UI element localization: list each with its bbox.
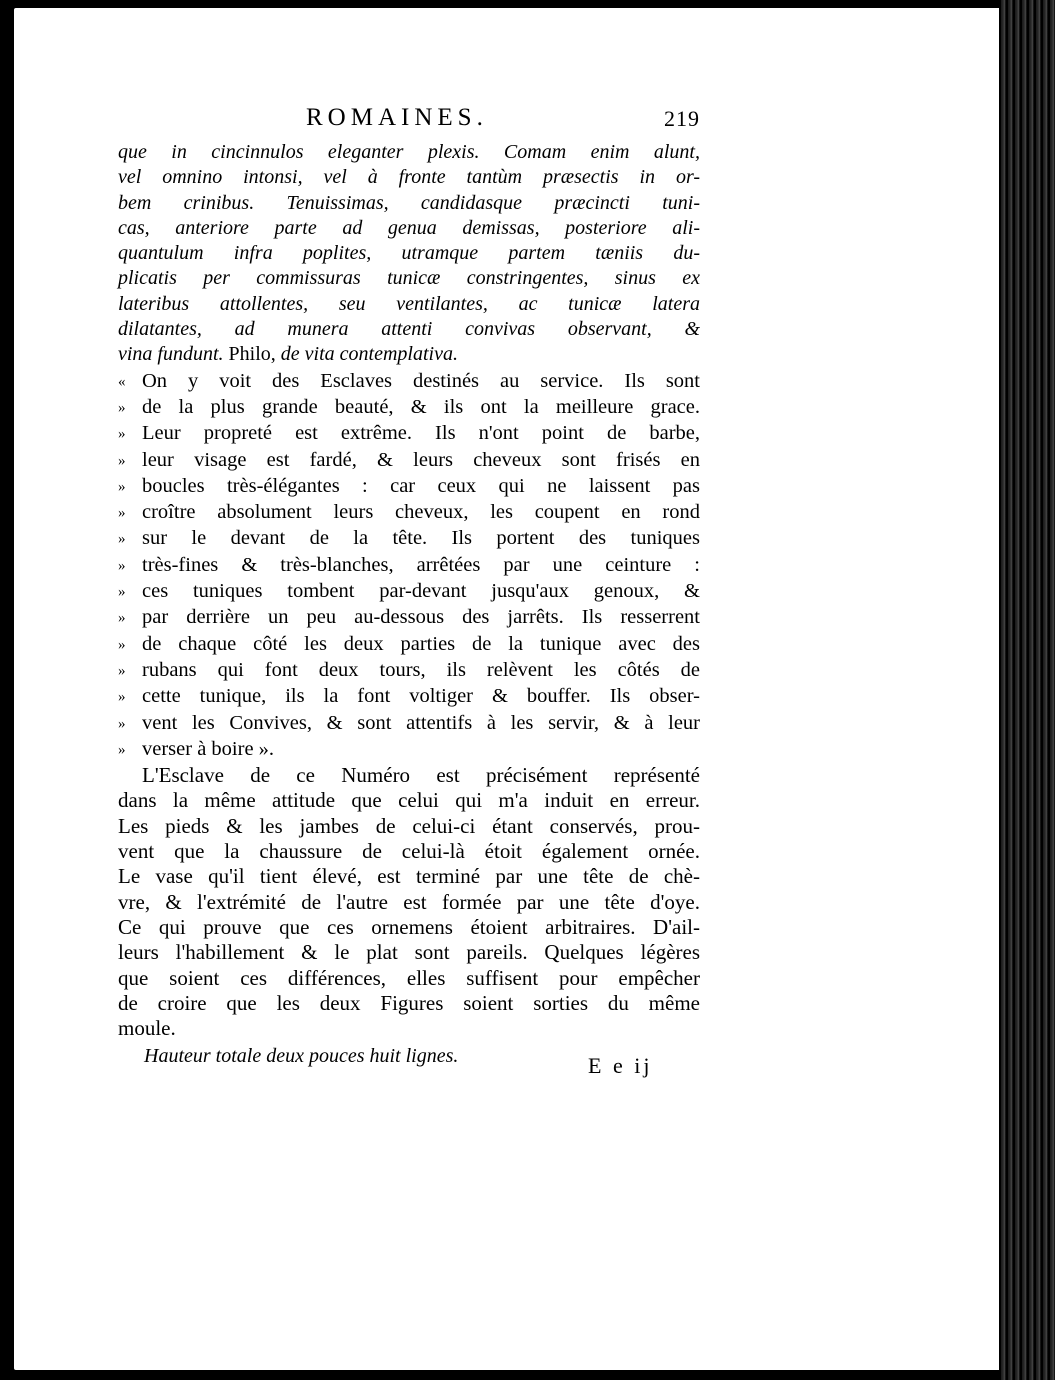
continuation-guillemet: » xyxy=(118,478,126,495)
quote-line-text: vent les Convives, & sont attentifs à les servir, & à leur xyxy=(142,711,700,734)
commentary-line: vent que la chaussure de celui-là étoit également ornée. xyxy=(118,839,700,864)
citation-author: Philo, xyxy=(228,343,276,366)
latin-line: plicatis per commissuras tunicæ constringentes, sinus ex xyxy=(118,267,700,290)
continuation-guillemet: » xyxy=(118,531,126,548)
continuation-guillemet: » xyxy=(118,505,126,522)
page-number: 219 xyxy=(664,106,700,131)
quote-line-text: par derrière un peu au-dessous des jarrêts. Ils resserrent xyxy=(142,606,700,629)
page-edge-shadow xyxy=(999,0,1055,1380)
commentary-line: Les pieds & les jambes de celui-ci étant conservés, prou- xyxy=(118,813,700,838)
signature-mark: E e ij xyxy=(588,1053,653,1078)
quote-line xyxy=(118,553,700,579)
quote-line-text: ces tuniques tombent par-devant jusqu'aux genoux, & xyxy=(142,580,700,603)
citation-work: de vita contemplativa. xyxy=(280,343,458,366)
continuation-guillemet: » xyxy=(118,689,126,706)
continuation-guillemet: » xyxy=(118,452,126,469)
quote-line xyxy=(118,448,700,474)
running-title: ROMAINES. xyxy=(306,104,488,131)
quote-line xyxy=(118,632,700,658)
quote-line xyxy=(118,737,700,763)
running-head xyxy=(118,104,700,138)
latin-line: bem crinibus. Tenuissimas, candidasque præcincti tuni- xyxy=(118,191,700,214)
quote-line-text: de chaque côté les deux parties de la tunique avec des xyxy=(142,632,700,655)
quote-line-text: leur visage est fardé, & leurs cheveux sont frisés en xyxy=(142,448,700,471)
opening-guillemet: « xyxy=(118,373,126,390)
latin-line: que in cincinnulos eleganter plexis. Comam enim alunt, xyxy=(118,141,700,163)
continuation-guillemet: » xyxy=(118,741,126,758)
quote-line-text: boucles très-élégantes : car ceux qui ne laissent pas xyxy=(142,474,700,497)
continuation-guillemet: » xyxy=(118,584,126,601)
commentary-line: dans la même attitude que celui qui m'a induit en erreur. xyxy=(118,788,700,813)
quote-line-text: croître absolument leurs cheveux, les coupent en rond xyxy=(142,501,700,524)
quote-line xyxy=(118,658,700,684)
commentary-line: moule. xyxy=(118,1016,176,1041)
dimension-note: Hauteur totale deux pouces huit lignes. xyxy=(144,1045,459,1068)
commentary-paragraph xyxy=(118,763,700,1041)
continuation-guillemet: » xyxy=(118,610,126,627)
continuation-guillemet: » xyxy=(118,715,126,732)
quote-line-text: très-fines & très-blanches, arrêtées par une ceinture : xyxy=(142,553,700,576)
quote-line xyxy=(118,421,700,447)
commentary-line: Le vase qu'il tient élevé, est terminé par une tête de chè- xyxy=(118,864,700,889)
french-translation xyxy=(118,369,700,763)
latin-passage xyxy=(118,140,700,368)
quote-line xyxy=(118,474,700,500)
text-block xyxy=(118,104,700,1069)
commentary-line: de croire que les deux Figures soient sorties du même xyxy=(118,990,700,1015)
commentary-line: leurs l'habillement & le plat sont pareils. Quelques légères xyxy=(118,940,700,965)
latin-citation-line xyxy=(118,342,700,367)
latin-line: cas, anteriore parte ad genua demissas, posteriore ali- xyxy=(118,216,700,239)
commentary-line: vre, & l'extrémité de l'autre est formée par une tête d'oye. xyxy=(118,889,700,914)
quote-line xyxy=(118,605,700,631)
latin-line-end: vina fundunt. xyxy=(118,343,224,366)
quote-line-text: cette tunique, ils la font voltiger & bouffer. Ils obser- xyxy=(142,685,700,708)
quote-line-text: Leur propreté est extrême. Ils n'ont point de barbe, xyxy=(142,422,700,445)
quote-line xyxy=(118,711,700,737)
commentary-line: L'Esclave de ce Numéro est précisément représenté xyxy=(142,763,700,788)
quote-line xyxy=(118,579,700,605)
quote-line xyxy=(118,500,700,526)
quote-line xyxy=(118,369,700,395)
quote-line-text: de la plus grande beauté, & ils ont la meilleure grace. xyxy=(142,395,700,418)
commentary-line: Ce qui prouve que ces ornemens étoient arbitraires. D'ail- xyxy=(118,914,700,939)
latin-line: lateribus attollentes, seu ventilantes, ac tunicæ latera xyxy=(118,292,700,315)
quote-line xyxy=(118,395,700,421)
quote-line-text: rubans qui font deux tours, ils relèvent les côtés de xyxy=(142,658,700,681)
continuation-guillemet: » xyxy=(118,399,126,416)
quote-line-text: verser à boire ». xyxy=(142,737,275,760)
latin-line: vel omnino intonsi, vel à fronte tantùm præsectis in or- xyxy=(118,166,700,189)
continuation-guillemet: » xyxy=(118,662,126,679)
continuation-guillemet: » xyxy=(118,426,126,443)
latin-line: dilatantes, ad munera attenti convivas observant, & xyxy=(118,318,700,341)
quote-line-text: sur le devant de la tête. Ils portent des tuniques xyxy=(142,527,700,550)
latin-line: quantulum infra poplites, utramque partem tæniis du- xyxy=(118,242,700,265)
continuation-guillemet: » xyxy=(118,636,126,653)
commentary-line: que soient ces différences, elles suffisent pour empêcher xyxy=(118,965,700,990)
continuation-guillemet: » xyxy=(118,557,126,574)
quote-line xyxy=(118,526,700,552)
quote-line xyxy=(118,684,700,710)
quote-line-text: On y voit des Esclaves destinés au service. Ils sont xyxy=(142,369,700,392)
